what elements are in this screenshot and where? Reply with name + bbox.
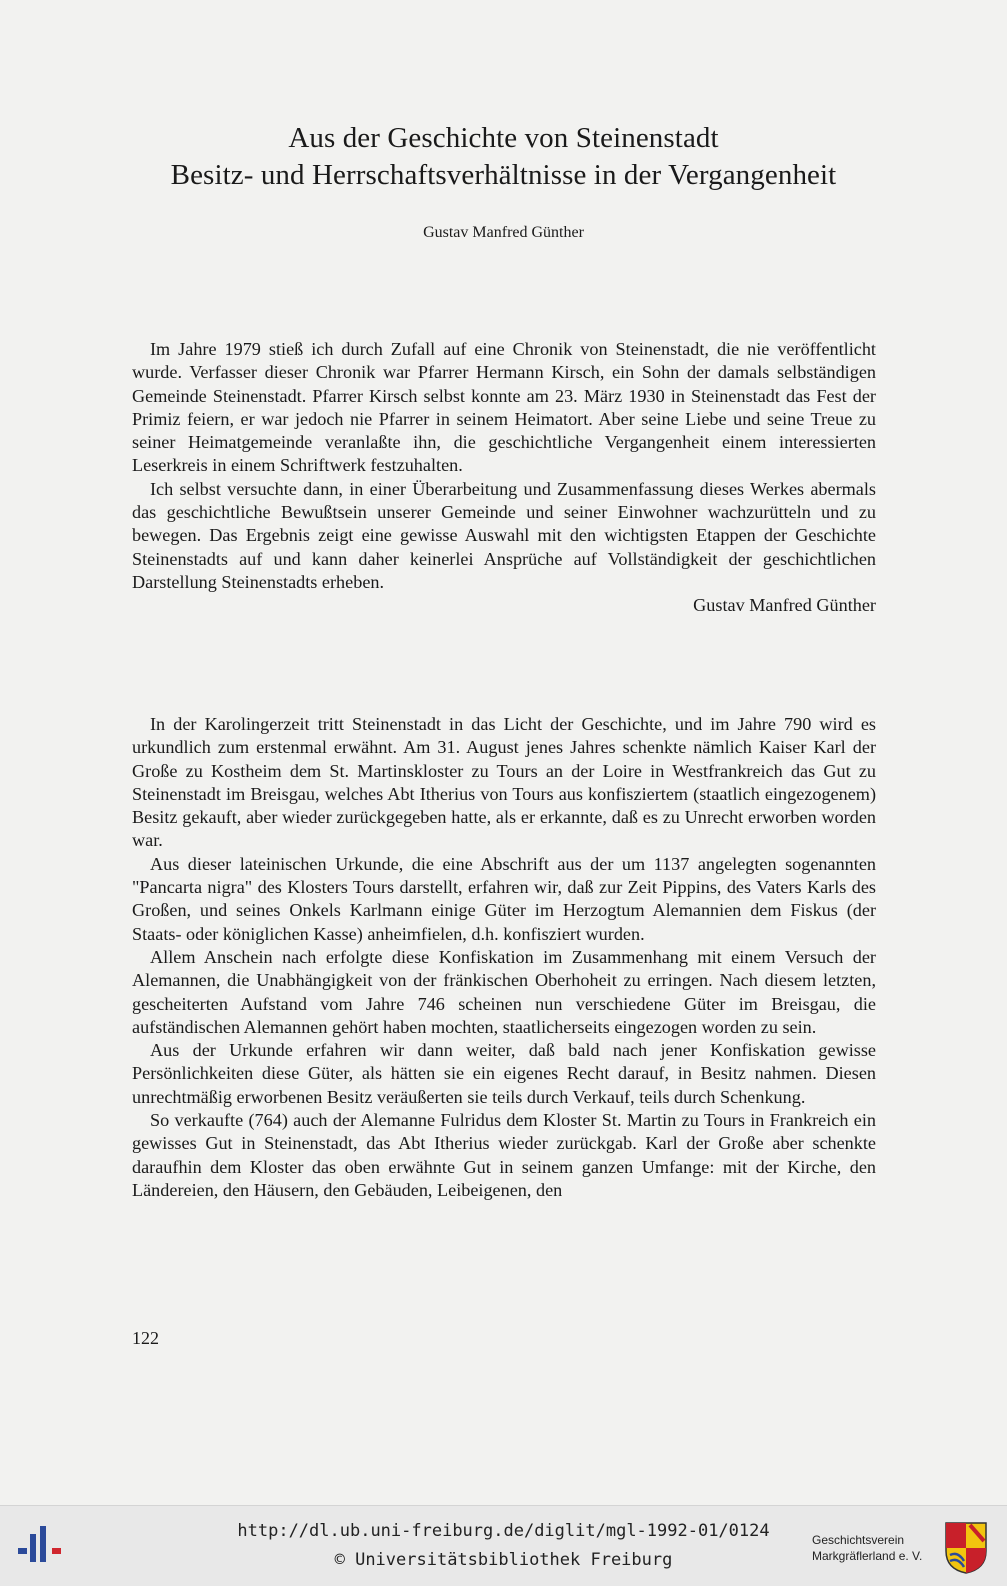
society-name-line-2: Markgräflerland e. V.	[812, 1549, 923, 1563]
title-line-2: Besitz- und Herrschaftsverhältnisse in der Vergangenheit	[170, 159, 837, 191]
document-url-link[interactable]: http://dl.ub.uni-freiburg.de/diglit/mgl-1992-01/0124	[237, 1521, 770, 1541]
preface-paragraph-1: Im Jahre 1979 stieß ich durch Zufall auf eine Chronik von Steinenstadt, die nie veröffentlicht wurde. Verfasser dieser Chronik war Pfarrer Hermann Kirsch, ein Sohn der damals selbständigen Gemeinde Steinenstadt. Pfarrer Kirsch selbst konnte am 23. März 1930 in Steinenstadt das Fest der Primiz feiern, er war jedoch nie Pfarrer in seinem Heimatort. Aber seine Liebe und seine Treue zu seiner Heimatgemeinde veranlaßte ihn, die geschichtliche Vergangenheit einem interessierten Leserkreis in einem Schriftwerk festzuhalten.	[132, 339, 876, 476]
body-paragraph-3: Allem Anschein nach erfolgte diese Konfiskation im Zusammenhang mit einem Versuch der Alemannen, die Unabhängigkeit von der fränkischen Oberhoheit zu erringen. Nach diesem letzten, gescheiterten Aufstand vom Jahre 746 scheinen nun verschiedene Güter im Breisgau, die aufständischen Alemannen gehört haben mochten, staatlicherseits eingezogen worden zu sein.	[132, 946, 876, 1037]
coat-of-arms-icon	[944, 1521, 988, 1575]
viewer-footer	[0, 1505, 1007, 1586]
preface-section	[132, 338, 876, 618]
body-paragraph-2: Aus dieser lateinischen Urkunde, die eine Abschrift aus der um 1137 angelegten sogenannten "Pancarta nigra" des Klosters Tours darstellt, erfahren wir, daß zur Zeit Pippins, des Vaters Karls des Großen, und seines Onkels Karlmann einige Güter im Herzogtum Alemannien dem Fiskus (der Staats- oder königlichen Kasse) anheimfielen, d.h. konfisziert wurden.	[132, 853, 876, 944]
title-line-1: Aus der Geschichte von Steinenstadt	[288, 122, 719, 154]
preface-paragraph-2: Ich selbst versuchte dann, in einer Überarbeitung und Zusammenfassung dieses Werkes abermals das geschichtliche Bewußtsein unserer Gemeinde und seiner Einwohner wachzurütteln und zu bewegen. Das Ergebnis zeigt eine gewisse Auswahl mit den wichtigsten Etappen der Geschichte Steinenstadts auf und kann daher keinerlei Ansprüche auf Vollständigkeit der geschichtlichen Darstellung Steinenstadts erheben.	[132, 478, 876, 592]
body-section	[132, 713, 876, 1202]
society-name-line-1: Geschichtsverein	[812, 1533, 905, 1547]
society-name	[812, 1532, 922, 1564]
author-byline: Gustav Manfred Günther	[423, 224, 584, 241]
copyright-notice: © Universitätsbibliothek Freiburg	[334, 1550, 673, 1570]
body-paragraph-1: In der Karolingerzeit tritt Steinenstadt in das Licht der Geschichte, und im Jahre 790 wird es urkundlich zum erstenmal erwähnt. Am 31. August jenes Jahres schenkte nämlich Kaiser Karl der Große zu Kostheim dem St. Martinskloster zu Tours an der Loire in Westfrankreich das Gut zu Steinenstadt im Breisgau, welches Abt Itherius von Tours aus konfisziertem (staatlich eingezogenem) Besitz gekauft, aber wieder zurückgegeben hatte, als er erkannte, daß es zu Unrecht erworben worden war.	[132, 714, 876, 851]
article-title	[0, 120, 1007, 194]
page-number: 122	[132, 1328, 159, 1348]
body-paragraph-4: Aus der Urkunde erfahren wir dann weiter, daß bald nach jener Konfiskation gewisse Persönlichkeiten diese Güter, als hätten sie ein eigenes Recht darauf, in Besitz nahmen. Diesen unrechtmäßig erworbenen Besitz veräußerten sie teils durch Verkauf, teils durch Schenkung.	[132, 1040, 876, 1107]
preface-signature: Gustav Manfred Günther	[693, 595, 876, 616]
body-paragraph-5: So verkaufte (764) auch der Alemanne Fulridus dem Kloster St. Martin zu Tours in Frankreich ein gewisses Gut in Steinenstadt, das Abt Itherius wieder zurückgab. Karl der Große aber schenkte daraufhin dem Kloster das oben erwähnte Gut in seinem ganzen Umfange: mit der Kirche, den Ländereien, den Häusern, den Gebäuden, Leibeigenen, den	[132, 1110, 876, 1200]
